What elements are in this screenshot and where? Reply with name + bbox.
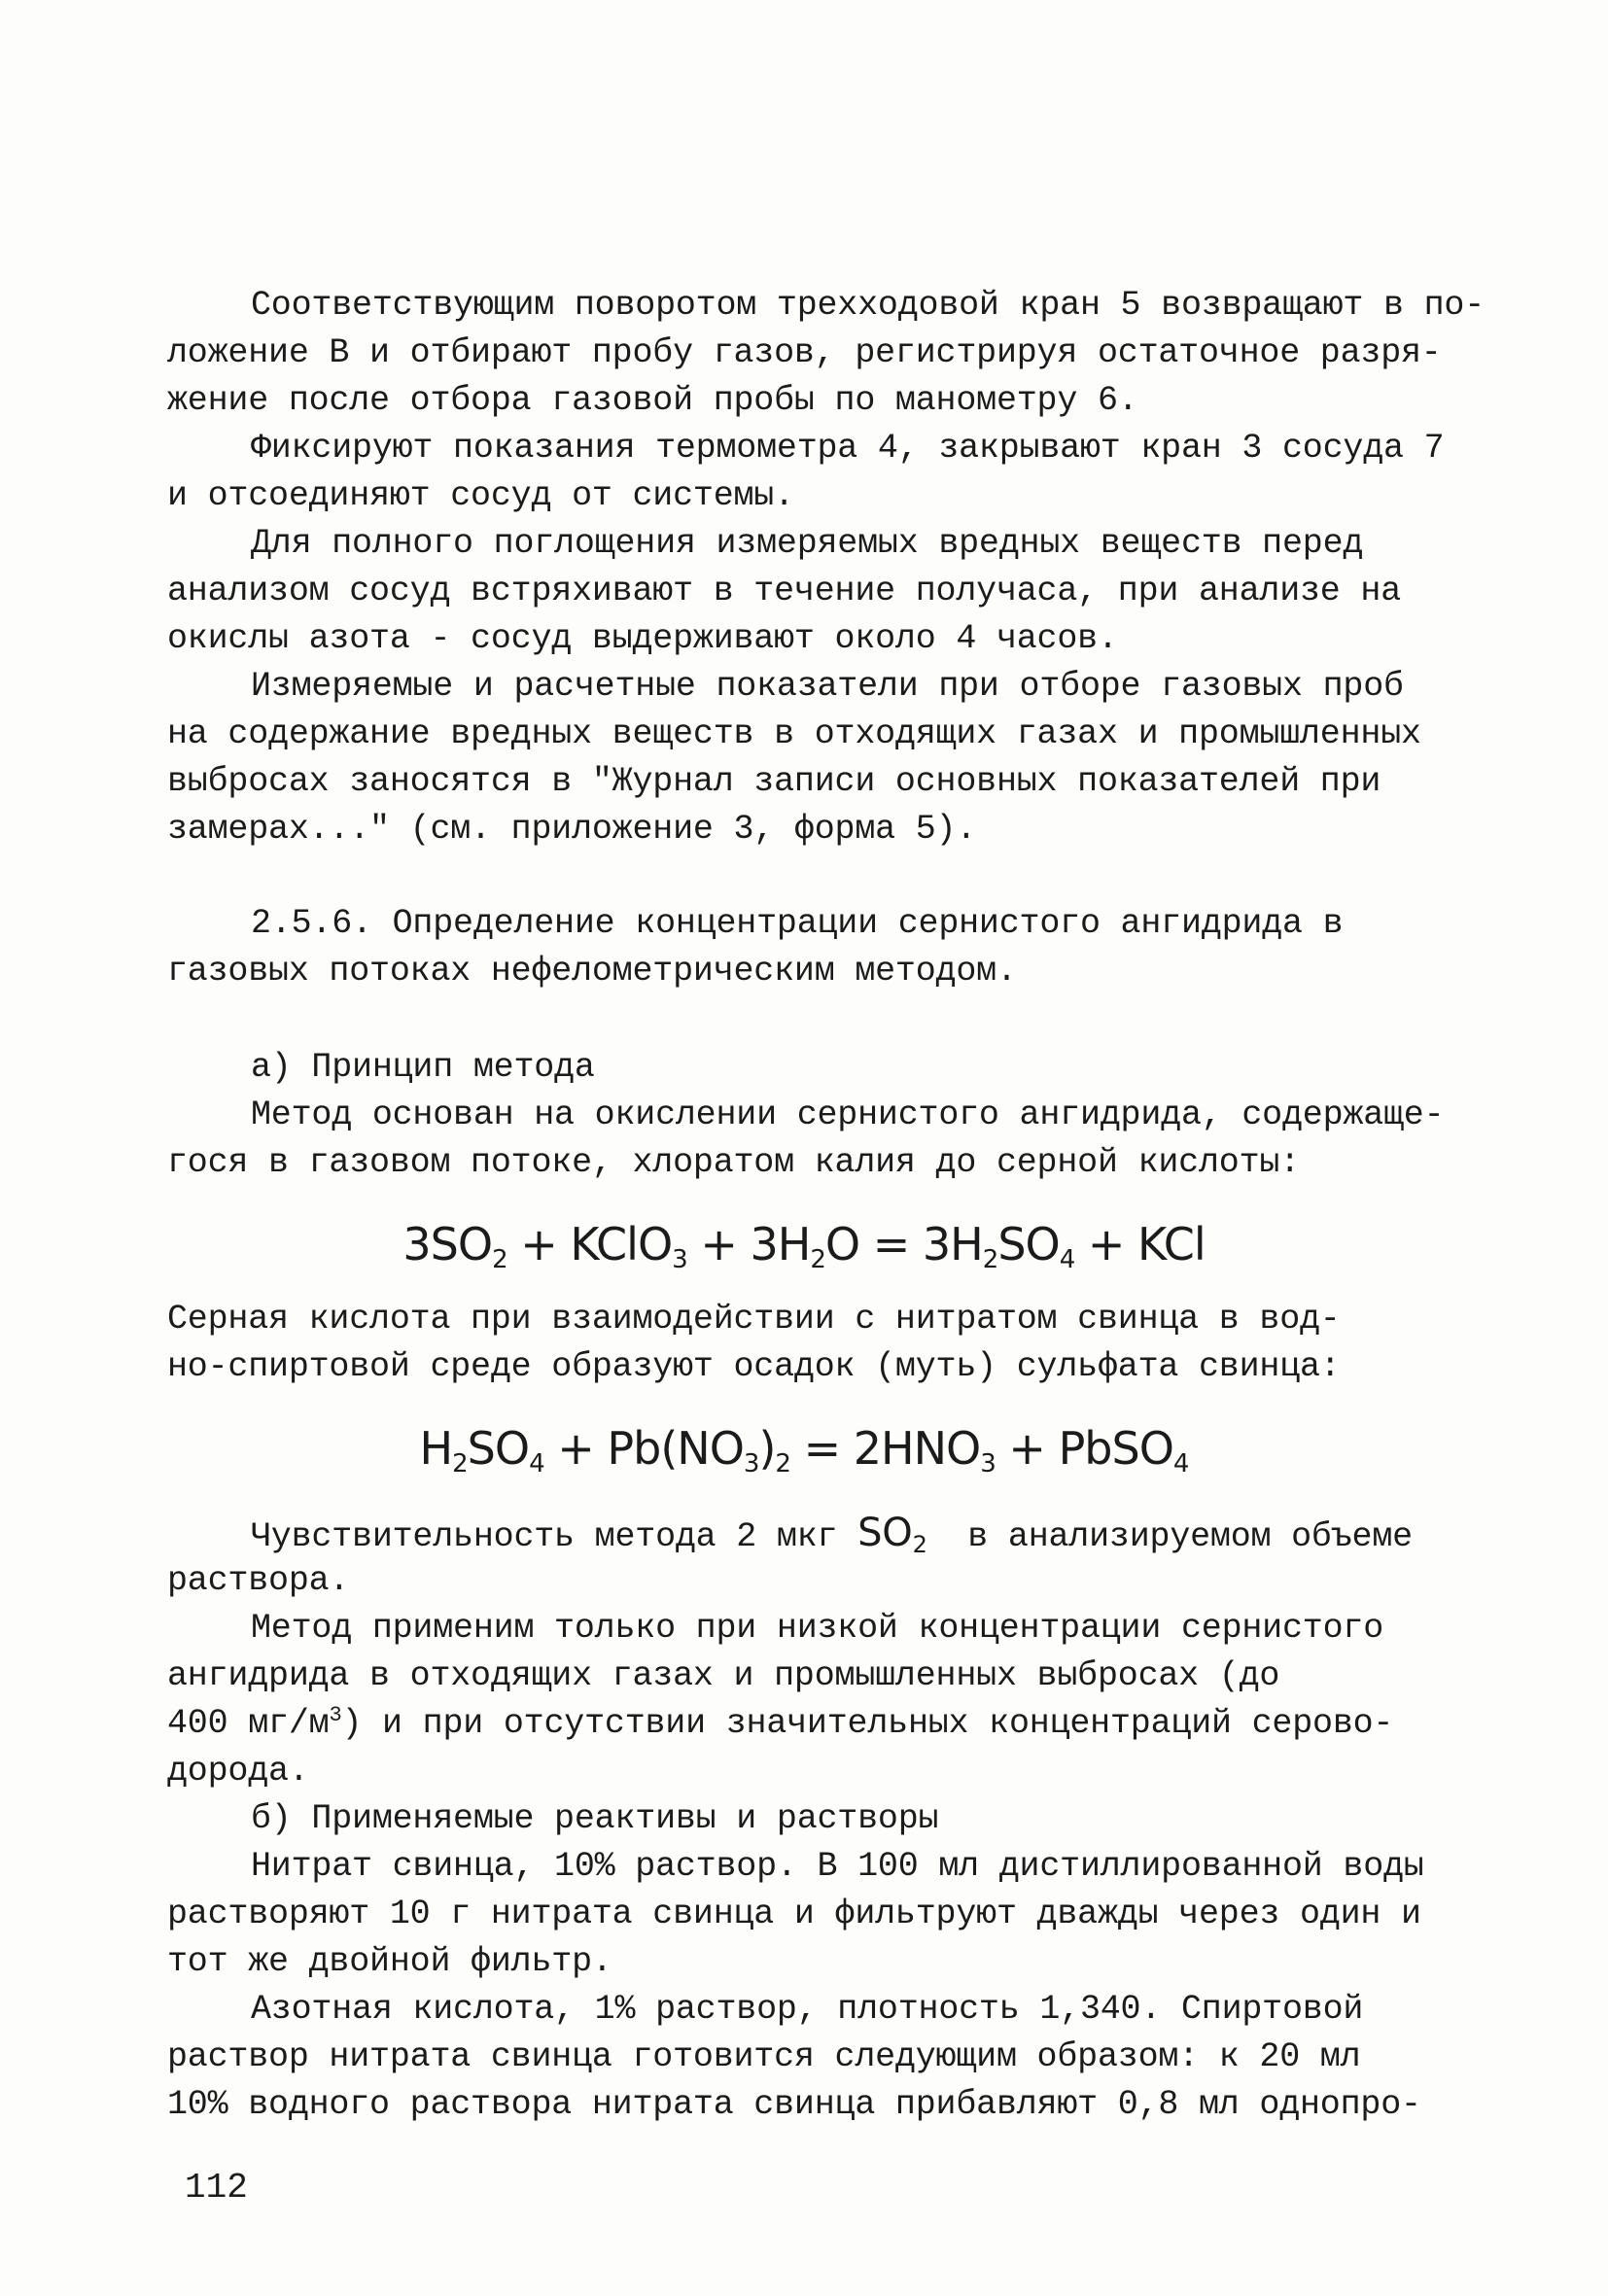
chemical-equation-precipitation: $H_2SO_4 + Pb(NO_3)_2 = 2HNO_3$ + PbSO$_4$ bbox=[419, 1422, 1189, 1478]
text-line: Чувствительность метода 2 мкг $SO_2$ в анализируемом объеме bbox=[251, 1511, 1413, 1558]
text-line: на содержание вредных веществ в отходящих газах и промышленных bbox=[167, 714, 1421, 753]
text-line: Фиксируют показания термометра 4, закрывают кран 3 сосуда 7 bbox=[251, 429, 1445, 468]
text-line: тот же двойной фильтр. bbox=[167, 1942, 612, 1981]
section-heading: 2.5.6. Определение концентрации сернистого ангидрида в bbox=[251, 904, 1344, 943]
text-line: Соответствующим поворотом трехходовой кран 5 возвращают в по- bbox=[251, 286, 1486, 325]
text-line: выбросах заносятся в "Журнал записи основных показателей при bbox=[167, 762, 1381, 801]
text-line: Азотная кислота, 1% раствор, плотность 1,340. Спиртовой bbox=[251, 1990, 1364, 2029]
text-line: Метод применим только при низкой концентрации сернистого bbox=[251, 1609, 1383, 1648]
text-line: ложение В и отбирают пробу газов, регистрируя остаточное разря- bbox=[167, 333, 1442, 372]
so2-formula: $SO_2$ bbox=[857, 1511, 927, 1558]
text-line: и отсоединяют сосуд от системы. bbox=[167, 476, 794, 515]
text-line: дорода. bbox=[167, 1752, 309, 1791]
text-line: жение после отбора газовой пробы по манометру 6. bbox=[167, 381, 1138, 420]
text-line: раствор нитрата свинца готовится следующим образом: к 20 мл bbox=[167, 2037, 1361, 2076]
text-line: ангидрида в отходящих газах и промышленных выбросах (до bbox=[167, 1656, 1280, 1695]
subsection-title: а) Принцип метода bbox=[251, 1048, 595, 1087]
text-line: раствора. bbox=[167, 1561, 350, 1600]
text-line: Серная кислота при взаимодействии с нитратом свинца в вод- bbox=[167, 1300, 1341, 1339]
text-line: окислы азота - сосуд выдерживают около 4 часов. bbox=[167, 619, 1118, 658]
text-line: но-спиртовой среде образуют осадок (муть) сульфата свинца: bbox=[167, 1347, 1341, 1386]
text-line: Нитрат свинца, 10% раствор. В 100 мл дистиллированной воды bbox=[251, 1847, 1424, 1886]
text-line: Метод основан на окислении сернистого ангидрида, содержаще- bbox=[251, 1096, 1445, 1134]
chemical-equation-oxidation: $3SO_2$ + KClO$_3$ + $3H_2O = 3H_2SO_4$ + KCl bbox=[402, 1218, 1206, 1274]
text-line: анализом сосуд встряхивают в течение получаса, при анализе на bbox=[167, 572, 1402, 610]
text-line: гося в газовом потоке, хлоратом калия до серной кислоты: bbox=[167, 1143, 1300, 1182]
section-heading: газовых потоках нефелометрическим методом. bbox=[167, 952, 1017, 991]
text-line: 400 $мг/м^3$) и при отсутствии значительных концентраций серово- bbox=[167, 1703, 1394, 1743]
text-line: 10% водного раствора нитрата свинца прибавляют 0,8 мл однопро- bbox=[167, 2085, 1421, 2124]
text-line: замерах..." (см. приложение 3, форма 5). bbox=[167, 810, 977, 849]
text-line: Для полного поглощения измеряемых вредных веществ перед bbox=[251, 524, 1364, 563]
subsection-title: б) Применяемые реактивы и растворы bbox=[251, 1799, 939, 1838]
text-line: растворяют 10 г нитрата свинца и фильтруют дважды через один и bbox=[167, 1895, 1421, 1933]
page-number: 112 bbox=[185, 2168, 248, 2208]
text-line: Измеряемые и расчетные показатели при отборе газовых проб bbox=[251, 667, 1404, 706]
